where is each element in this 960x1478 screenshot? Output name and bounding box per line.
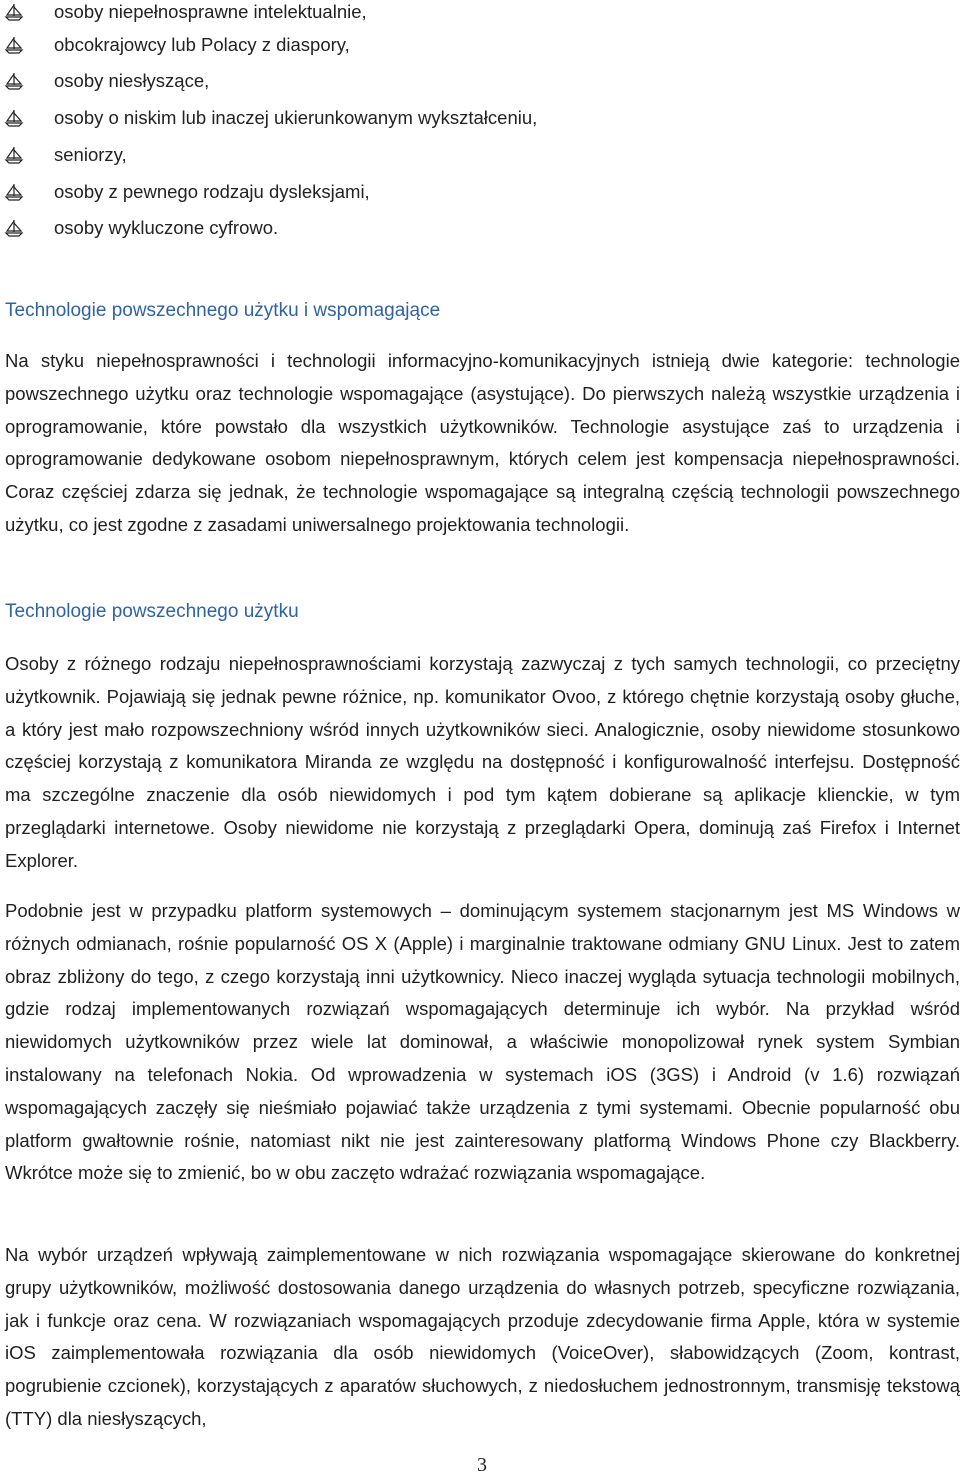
sailboat-icon <box>4 183 24 201</box>
bullet-text: seniorzy, <box>54 144 127 165</box>
bullet-text: osoby o niskim lub inaczej ukierunkowanym wykształceniu, <box>54 107 538 128</box>
paragraph-platformy-systemowe: Podobnie jest w przypadku platform systemowych – dominującym systemem stacjonarnym jest MS Windows w różnych odmianach, rośnie popularność OS X (Apple) i marginalnie traktowane odmiany GNU Linux. Jest to zatem obraz zbliżony do tego, z czego korzystają inni użytkownicy. Nieco inaczej wygląda sytuacja technologii mobilnych, gdzie rodzaj implementowanych rozwiązań wspomagających determinuje ich wybór. Na przykład wśród niewidomych użytkowników przez wiele lat dominował, a właściwie monopolizował rynek system Symbian instalowany na telefonach Nokia. Od wprowadzenia w systemach iOS (3GS) i Android (v 1.6) rozwiązań wspomagających zaczęły się nieśmiało pojawiać także urządzenia z tymi systemami. Obecnie popularność obu platform gwałtownie rośnie, natomiast nikt nie jest zainteresowany platformą Windows Phone czy Blackberry. Wkrótce może się to zmienić, bo w obu zaczęto wdrażać rozwiązania wspomagające. <box>5 900 960 1184</box>
bullet-item <box>0 69 960 93</box>
bullet-text: osoby z pewnego rodzaju dysleksjami, <box>54 181 370 202</box>
bullet-item <box>0 33 960 57</box>
paragraph-komunikatory: Osoby z różnego rodzaju niepełnosprawnościami korzystają zazwyczaj z tych samych technologii, co przeciętny użytkownik. Pojawiają się jednak pewne różnice, np. komunikator Ovoo, z którego chętnie korzystają osoby głuche, a który jest mało rozpowszechniony wśród innych użytkowników sieci. Analogicznie, osoby niewidome stosunkowo częściej korzystają z komunikatora Miranda ze względu na dostępność i konfigurowalność interfejsu. Dostępność ma szczególne znaczenie dla osób niewidomych i pod tym kątem dobierane są aplikacje klienckie, w tym przeglądarki internetowe. Osoby niewidome nie korzystają z przeglądarki Opera, dominują zaś Firefox i Internet Explorer. <box>5 653 960 871</box>
sailboat-icon <box>4 219 24 237</box>
bullet-text: osoby wykluczone cyfrowo. <box>54 217 279 238</box>
sailboat-icon <box>4 3 24 21</box>
section-heading-technologie-powszechnego: Technologie powszechnego użytku <box>5 601 299 622</box>
section-heading-technologie-powszechnego-i-wspomagajace: Technologie powszechnego użytku i wspomagające <box>5 300 441 321</box>
paragraph-wybor-urzadzen: Na wybór urządzeń wpływają zaimplementowane w nich rozwiązania wspomagające skierowane do konkretnej grupy użytkowników, możliwość dostosowania danego urządzenia do własnych potrzeb, specyficzne rozwiązania, jak i funkcje oraz cena. W rozwiązaniach wspomagających przoduje zdecydowanie firma Apple, która w systemie iOS zaimplementowała rozwiązania dla osób niewidomych (VoiceOver), słabowidzących (Zoom, kontrast, pogrubienie czcionek), korzystających z aparatów słuchowych, z niedosłuchem jednostronnym, transmisję tekstową (TTY) dla niesłyszących, <box>5 1244 960 1429</box>
bullet-item <box>0 143 960 167</box>
bullet-item <box>0 216 960 240</box>
bullet-text: osoby niepełnosprawne intelektualnie, <box>54 1 367 22</box>
page-number: 3 <box>477 1454 487 1476</box>
sailboat-icon <box>4 36 24 54</box>
sailboat-icon <box>4 109 24 127</box>
sailboat-icon <box>4 72 24 90</box>
paragraph-kategorie: Na styku niepełnosprawności i technologii informacyjno-komunikacyjnych istnieją dwie kategorie: technologie powszechnego użytku oraz technologie wspomagające (asystujące). Do pierwszych należą wszystkie urządzenia i oprogramowanie, które powstało dla wszystkich użytkowników. Technologie asystujące zaś to urządzenia i oprogramowanie dedykowane osobom niepełnosprawnym, których celem jest kompensacja niepełnosprawności. Coraz częściej zdarza się jednak, że technologie wspomagające są integralną częścią technologii powszechnego użytku, co jest zgodne z zasadami uniwersalnego projektowania technologii. <box>5 350 960 535</box>
bullet-item <box>0 180 960 204</box>
bullet-text: osoby niesłyszące, <box>54 70 210 91</box>
sailboat-icon <box>4 146 24 164</box>
bullet-item <box>0 0 960 24</box>
bullet-item <box>0 106 960 130</box>
bullet-text: obcokrajowcy lub Polacy z diaspory, <box>54 34 350 55</box>
